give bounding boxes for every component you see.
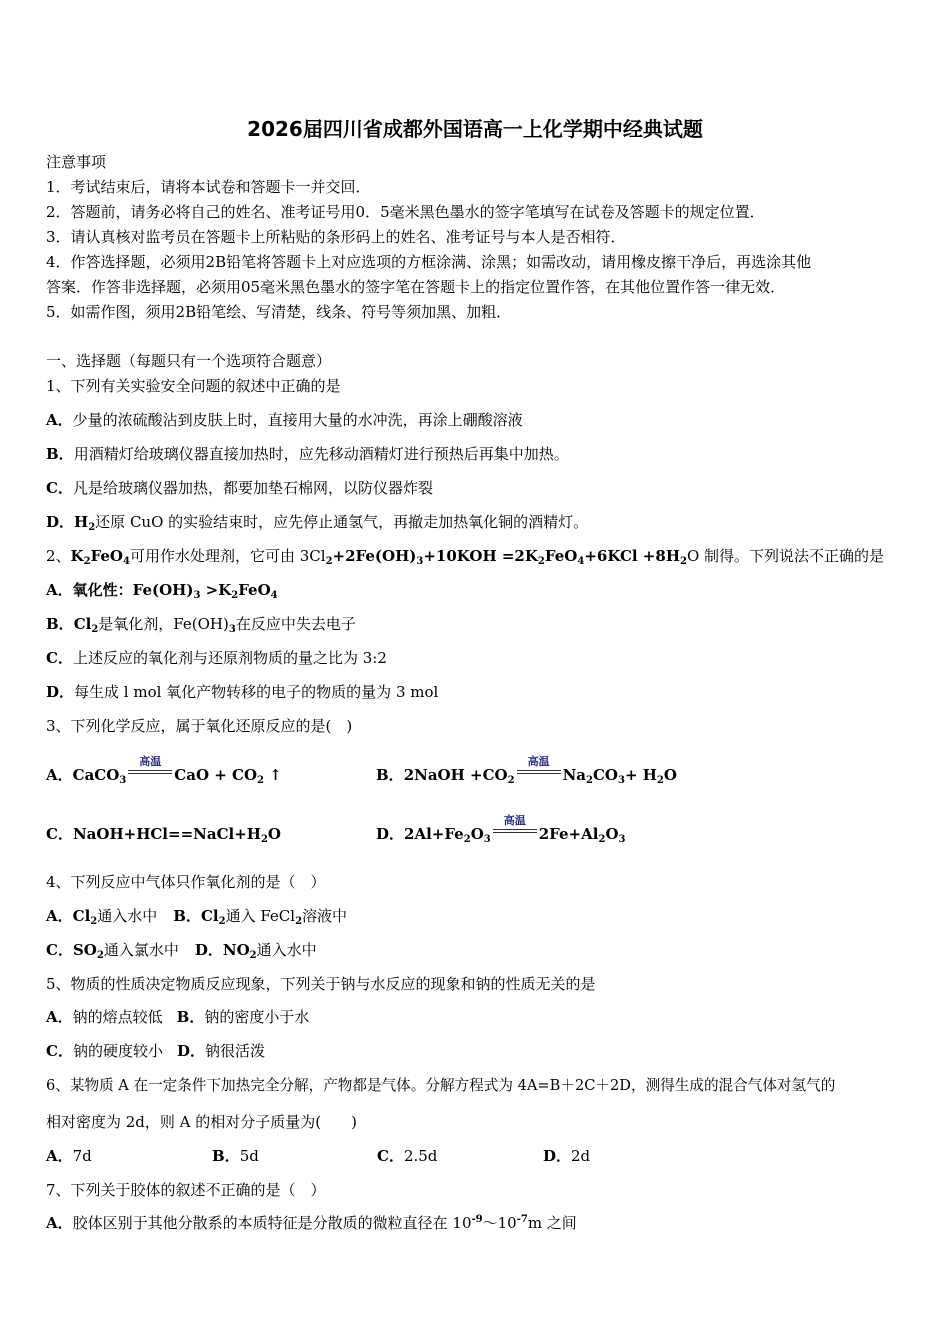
q4-options-ab: A．$Cl_2$通入水中 B．$Cl_2$通入 FeCl$_2$溶液中: [46, 907, 348, 927]
notice-item: 5．如需作图，须用2B铅笔绘、写清楚，线条、符号等须加黑、加粗．: [46, 303, 512, 321]
notice-item: 1．考试结束后，请将本试卷和答题卡一并交回．: [46, 178, 371, 196]
q3-option-a: A．CaCO$_3$ 高温 CaO + $CO_2$ ↑: [46, 755, 282, 786]
reaction-condition-mark: 高温: [493, 827, 537, 839]
section-heading: 一、选择题（每题只有一个选项符合题意）: [46, 352, 332, 370]
q2-option-c: C．上述反应的氧化剂与还原剂物质的量之比为 3:2: [46, 649, 387, 667]
q2-option-d: D．每生成 l mol 氧化产物转移的电子的物质的量为 3 mol: [46, 683, 439, 701]
q1-option-a: A．少量的浓硫酸沾到皮肤上时，直接用大量的水冲洗，再涂上硼酸溶液: [46, 411, 523, 429]
question-6-stem: 6、某物质 A 在一定条件下加热完全分解，产物都是气体。分解方程式为 4A=B＋2C＋2D，测得生成的混合气体对氢气的: [46, 1077, 836, 1094]
question-5-stem: 5、物质的性质决定物质反应现象，下列关于钠与水反应的现象和钠的性质无关的是: [46, 975, 596, 993]
question-6-stem-cont: 相对密度为 2d，则 A 的相对分子质量为( ): [46, 1113, 357, 1131]
q3-option-c: C．$NaOH+HCl==NaCl+H_2O$: [46, 825, 281, 845]
q3-option-d: D．$2Al+Fe_2O_3$ 高温 $2Fe+Al_2O_3$: [376, 814, 626, 845]
q1-option-b: B．用酒精灯给玻璃仪器直接加热时，应先移动酒精灯进行预热后再集中加热。: [46, 445, 569, 463]
reaction-condition-mark: 高温: [517, 768, 561, 780]
notice-item: 3．请认真核对监考员在答题卡上所粘贴的条形码上的姓名、准考证号与本人是否相符．: [46, 228, 626, 246]
page-title: 2026届四川省成都外国语高一上化学期中经典试题: [247, 117, 703, 141]
q2-option-b: B．$Cl_2$是氧化剂，$Fe(OH)_3$在反应中失去电子: [46, 615, 356, 635]
question-3-stem: 3、下列化学反应，属于氧化还原反应的是( ): [46, 717, 353, 735]
reaction-condition-mark: 高温: [128, 768, 172, 780]
q6-option-a: A．7d: [46, 1147, 92, 1165]
q5-options-cd: C．钠的硬度较小 D．钠很活泼: [46, 1042, 265, 1060]
question-4-stem: 4、下列反应中气体只作氧化剂的是（ ）: [46, 873, 326, 891]
q2-option-a: A．氧化性：$Fe(OH)_3 >K_2FeO_4$: [46, 581, 278, 601]
q5-options-ab: A．钠的熔点较低 B．钠的密度小于水: [46, 1008, 310, 1026]
q3-option-b: B．2NaOH $+CO_2$ 高温 $Na_2CO_3+ H_2O$: [376, 755, 677, 786]
q4-options-cd: C．$SO_2$通入氯水中 D．$NO_2$通入水中: [46, 941, 317, 961]
notice-item: 4．作答选择题，必须用2B铅笔将答题卡上对应选项的方框涂满、涂黑；如需改动，请用橡皮擦干净后，再选涂其他: [46, 253, 812, 271]
q1-option-c: C．凡是给玻璃仪器加热，都要加垫石棉网，以防仪器炸裂: [46, 479, 433, 497]
question-2-stem: 2、$K_2FeO_4$可用作水处理剂，它可由 $3Cl_2+2Fe(OH)_3+10KOH =2K_2FeO_4+6KCl +8H_2O$ 制得。下列说法不正确的是: [46, 547, 885, 567]
q6-option-d: D．2d: [543, 1147, 591, 1165]
notice-item: 2．答题前，请务必将自己的姓名、准考证号用0．5毫米黑色墨水的签字笔填写在试卷及答题卡的规定位置．: [46, 203, 765, 221]
notice-item: 答案．作答非选择题，必须用05毫米黑色墨水的签字笔在答题卡上的指定位置作答，在其他位置作答一律无效．: [46, 278, 786, 296]
q7-option-a: A．胶体区别于其他分散系的本质特征是分散质的微粒直径在 $10^{-9}\sim 10^{-7}m$ 之间: [46, 1214, 577, 1232]
q1-option-d: D．$H_2$还原 CuO 的实验结束时，应先停止通氢气，再撤走加热氧化铜的酒精灯。: [46, 513, 589, 533]
q6-option-b: B．5d: [212, 1147, 259, 1165]
question-7-stem: 7、下列关于胶体的叙述不正确的是（ ）: [46, 1181, 326, 1199]
q6-option-c: C．2.5d: [377, 1147, 438, 1165]
question-1-stem: 1、下列有关实验安全问题的叙述中正确的是: [46, 377, 341, 395]
notice-heading: 注意事项: [46, 153, 107, 171]
